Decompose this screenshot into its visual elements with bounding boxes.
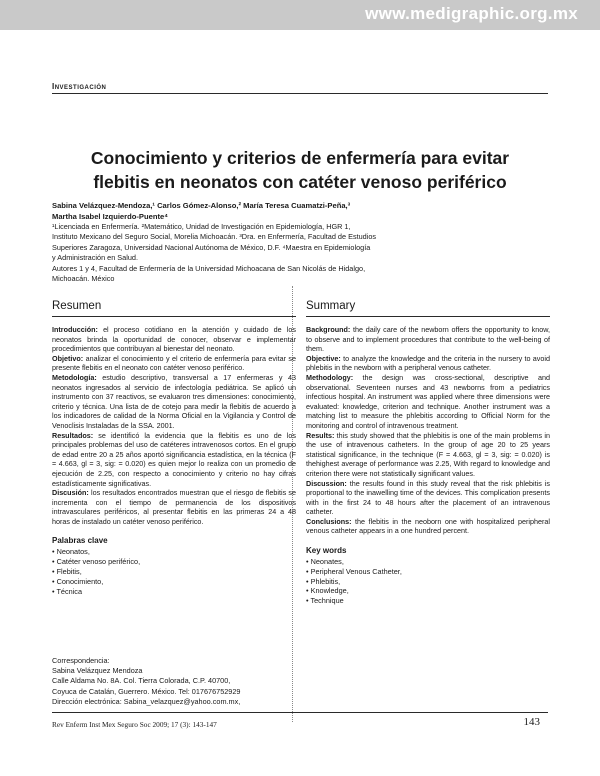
palabras-clave-heading: Palabras clave	[52, 536, 108, 546]
keyword-item: • Neonatos,	[52, 547, 296, 557]
affiliation-line: Superiores Zaragoza, Universidad Nacional Autónoma de México, D.F. ⁴Maestra en Epidemiología	[52, 242, 371, 252]
palabras-clave-list	[52, 547, 296, 596]
resumen-discusion: Discusión: los resultados encontrados muestran que el riesgo de flebitis se incrementa con el tiempo de permanencia de los dispositivos intravasculares periféricos, al presentar flebitis en las primeras 24 a 48 horas de instalado un catéter venoso periférico.	[52, 488, 296, 526]
journal-citation: Rev Enferm Inst Mex Seguro Soc 2009; 17 (3): 143-147	[52, 720, 217, 729]
authors	[52, 200, 402, 222]
page-number: 143	[523, 716, 540, 728]
resumen-column	[52, 300, 296, 596]
resumen-metodologia: Metodología: estudio descriptivo, transversal a 17 enfermeras y 43 neonatos ingresados al servicio de infectología pediátrica. Se aplicó un instrumento con 37 reactivos, se evaluaron tres dimensiones: conocimiento, criterio y técnica. Una lista de de cotejo para medir la flebitis de acuerdo a los indicadores de calidad de la Norma Oficial en la Vigilancia y Control de Venoclisis Instaladas de la SSA. 2001.	[52, 372, 296, 430]
footer-rule	[52, 712, 548, 713]
correspondence-line: Calle Aldama No. 8A. Col. Tierra Colorada, C.P. 40700,	[52, 676, 231, 686]
keyword-item: • Técnica	[52, 587, 296, 597]
affiliation-line: Instituto Mexicano del Seguro Social, Morelia Michoacán. ³Dra. en Enfermería, Facultad de Estudios	[52, 232, 377, 242]
correspondence-label: Correspondencia:	[52, 656, 110, 665]
summary-column	[306, 300, 550, 606]
section-label: Investigación	[52, 82, 107, 91]
keyword-item: • Conocimiento,	[52, 577, 296, 587]
key-words-list	[306, 557, 550, 606]
summary-background: Background: the daily care of the newborn offers the opportunity to know, to observe and to implement procedures that contribute to the well-being of them.	[306, 325, 550, 354]
key-words-heading: Key words	[306, 546, 347, 556]
resumen-objetivo: Objetivo: analizar el conocimiento y el criterio de enfermería para evitar se presente flebitis en el neonato con catéter venoso periférico.	[52, 353, 296, 373]
affiliations	[52, 222, 412, 284]
summary-discussion: Discussion: the results found in this study reveal that the risk phlebitis is proportional to the inawelling time of the devices. This complication presents with in the first 24 to 48 hours after the placement of an intravenous catheter.	[306, 478, 550, 517]
title-line-1: Conocimiento y criterios de enfermería para evitar	[90, 148, 510, 168]
keyword-item: • Phlebitis,	[306, 577, 550, 587]
summary-results: Results: this study showed that the phlebitis is one of the main problems in the use of intravenous catheters. In the group of age 20 to 25 years statistical significance, in the technique (F = 4.663, gl = 3, sig: = 0.020) is thehighest average of performance was 2.25, With regard to knowledge and criterion there were not statistically significant values.	[306, 430, 550, 478]
correspondence-line: Coyuca de Catalán, Guerrero. México. Tel: 017676752929	[52, 686, 241, 696]
summary-heading: Summary	[306, 300, 356, 312]
title-line-2: flebitis en neonatos con catéter venoso periférico	[93, 172, 507, 192]
resumen-heading: Resumen	[52, 300, 102, 312]
authors-line-2: Martha Isabel Izquierdo-Puente⁴	[52, 212, 168, 221]
keyword-item: • Peripheral Venous Catheter,	[306, 567, 550, 577]
resumen-introduccion: Introducción: el proceso cotidiano en la atención y cuidado de los neonatos brinda la oportunidad de conocer, observar e implementar procedimientos que contribuyan al bienestar del neonato.	[52, 325, 296, 354]
summary-heading-rule	[306, 316, 550, 317]
header-bar	[0, 0, 600, 30]
resumen-resultados: Resultados: se identificó la evidencia que la flebitis es uno de los principales problemas del uso de catéteres intravenosos cortos. En el grupo de edad entre 20 a 25 años aportó significancia estadística, en la técnica (F = 4.663, gl = 3, sig: = 0.020) es quien mejor lo realiza con un promedio de ejecución de 2.25, con respecto a conocimiento y criterio no hay cifras estadísticamente significativas.	[52, 430, 296, 488]
keyword-item: • Flebitis,	[52, 567, 296, 577]
keyword-item: • Knowledge,	[306, 586, 550, 596]
affiliation-line: y Administración en Salud.	[52, 253, 138, 263]
site-url[interactable]: www.medigraphic.org.mx	[365, 4, 578, 23]
keyword-item: • Neonates,	[306, 557, 550, 567]
affiliation-line: Autores 1 y 4, Facultad de Enfermería de la Universidad Michoacana de San Nicolás de Hidalgo,	[52, 263, 366, 273]
section-rule	[52, 93, 548, 94]
summary-conclusions: Conclusions: the flebitis in the neoborn one with hospitalized peripheral venous catheter appears in a one hundred percent.	[306, 516, 550, 536]
summary-methodology: Methodology: the design was cross-sectional, descriptive and observational. Seventeen nurses and 43 newborns from a pediatrics infectious hospital. An instrument was applied where three dimensions were evaluated: knowledge, criterion and technique. Another instrument was a matching list to measure the phlebitis according to Official Norm for the monitoring and control of intravenous treatment.	[306, 372, 550, 430]
affiliation-line: ¹Licenciada en Enfermería. ²Matemático, Unidad de Investigación en Epidemiología, HGR 1,	[52, 222, 351, 231]
summary-objective: Objective: to analyze the knowledge and the criteria in the nursery to avoid phlebitis in the newborn with a peripheral venous catheter.	[306, 353, 550, 373]
correspondence-line: Sabina Velázquez Mendoza	[52, 666, 143, 676]
resumen-heading-rule	[52, 316, 296, 317]
article-title	[52, 146, 548, 194]
affiliation-line: Michoacán. México	[52, 274, 115, 284]
authors-line-1: Sabina Velázquez-Mendoza,¹ Carlos Gómez-Alonso,² María Teresa Cuamatzi-Peña,³	[52, 201, 351, 210]
keyword-item: • Technique	[306, 596, 550, 606]
correspondence	[52, 656, 352, 707]
keyword-item: • Catéter venoso periférico,	[52, 557, 296, 567]
correspondence-email[interactable]: Dirección electrónica: Sabina_velazquez@yahoo.com.mx,	[52, 696, 241, 706]
